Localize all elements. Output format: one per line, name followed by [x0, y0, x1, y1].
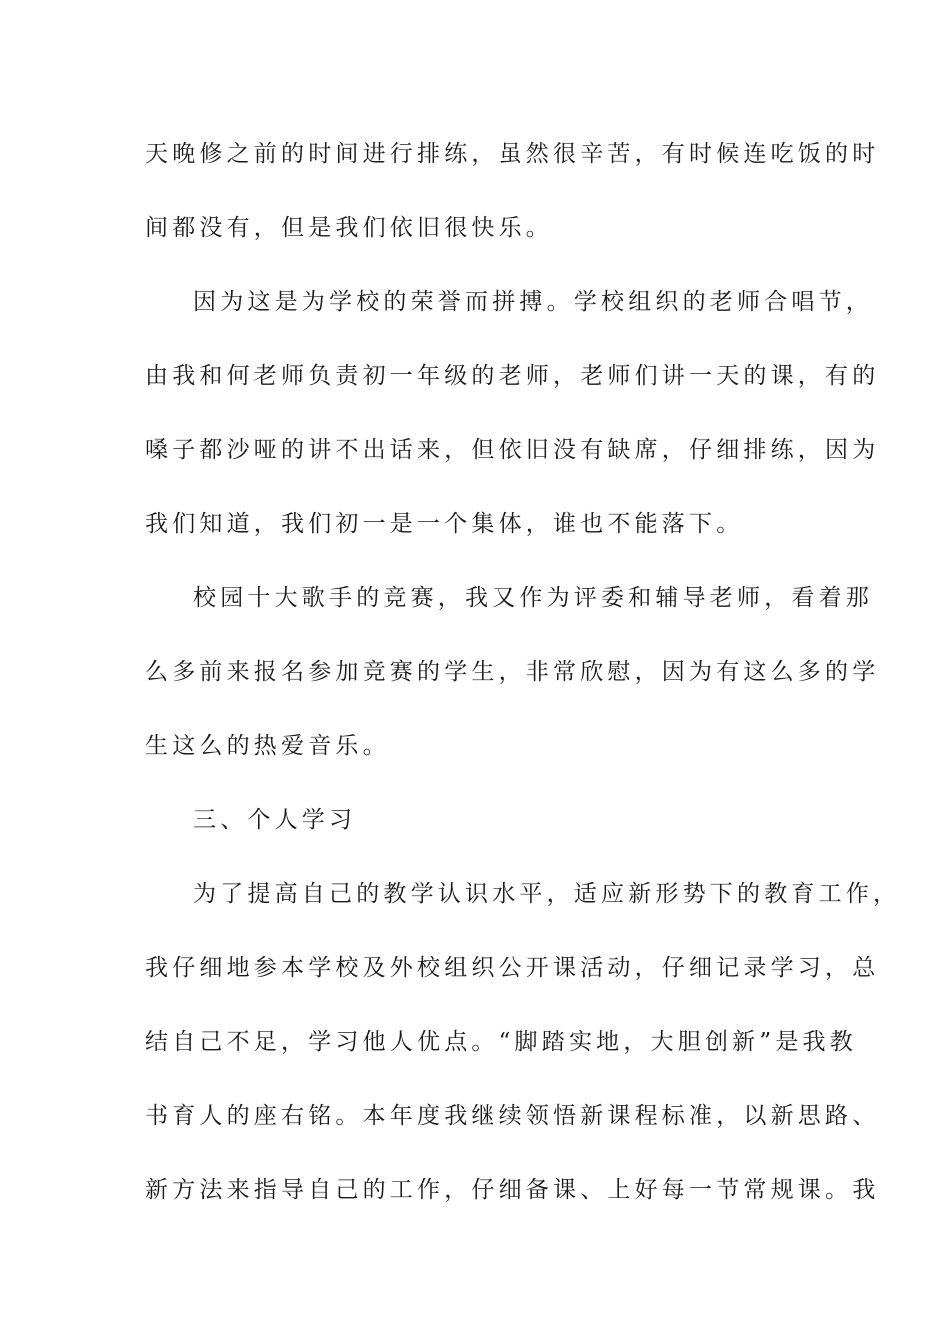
section-heading: 三、个人学习: [193, 807, 357, 833]
text-line: 间都没有，但是我们依旧很快乐。: [145, 215, 553, 241]
text-line: 我们知道，我们初一是一个集体，谁也不能落下。: [145, 511, 744, 537]
text-line: 书育人的座右铭。本年度我继续领悟新课程标准，以新思路、: [145, 1103, 880, 1129]
text-line: 嗓子都沙哑的讲不出话来，但依旧没有缺席，仔细排练，因为: [145, 437, 880, 463]
text-line: 生这么的热爱音乐。: [145, 733, 390, 759]
text-line: 由我和何老师负责初一年级的老师，老师们讲一天的课，有的: [145, 363, 880, 389]
text-line: 我仔细地参本学校及外校组织公开课活动，仔细记录学习，总: [145, 955, 880, 981]
paragraph-start-line: 因为这是为学校的荣誉而拼搏。学校组织的老师合唱节，: [193, 289, 873, 315]
text-line: 么多前来报名参加竞赛的学生，非常欣慰，因为有这么多的学: [145, 659, 880, 685]
paragraph-start-line: 为了提高自己的教学认识水平，适应新形势下的教育工作，: [193, 881, 901, 907]
text-line: 结自己不足，学习他人优点。“脚踏实地，大胆创新”是我教: [145, 1029, 857, 1055]
paragraph-start-line: 校园十大歌手的竞赛，我又作为评委和辅导老师，看着那: [193, 585, 873, 611]
text-line: 新方法来指导自己的工作，仔细备课、上好每一节常规课。我: [145, 1177, 880, 1203]
text-line: 天晚修之前的时间进行排练，虽然很辛苦，有时候连吃饭的时: [145, 141, 880, 167]
